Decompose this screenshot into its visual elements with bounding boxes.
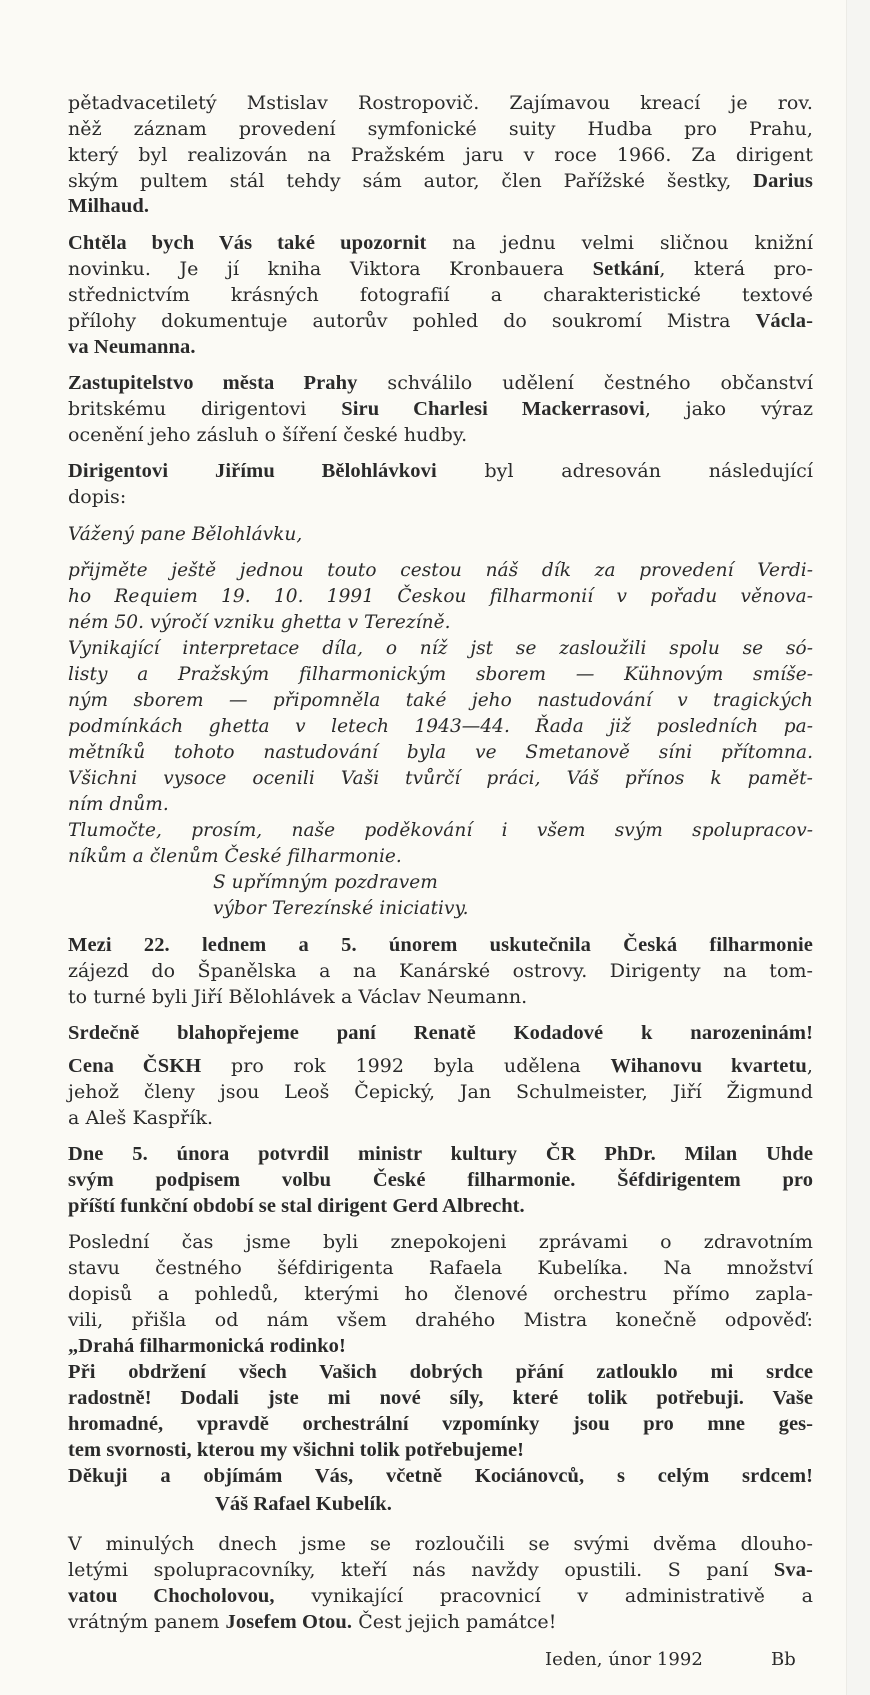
letter-line [68,844,813,870]
bold-text: Dne 5. února potvrdil ministr kultury ČR PhDr. Milan Uhde [68,1143,813,1165]
bold-text: Setkání [592,258,660,280]
letter-line [68,662,813,688]
bold-text: tem svornosti, kterou my všichni tolik potřebujeme! [68,1439,524,1461]
text-line [68,1193,813,1219]
bold-text: Sva- [773,1559,813,1581]
text-line [68,1141,813,1167]
text: stavu čestného šéfdirigenta Rafaela Kubelíka. Na množství [68,1257,813,1279]
text: mětníků tohoto nastudování byla ve Smetanově síni přítomna. [68,742,813,763]
text-line [68,334,813,360]
text: pro rok 1992 byla udělena [201,1055,611,1077]
text: přijměte ještě jednou touto cestou náš dík za provedení Verdi- [68,560,813,581]
letter-line [68,818,813,844]
text: ocenění jeho zásluh o šíření české hudby. [68,424,468,446]
text: Všichni vysoce ocenili Vaši tvůrčí práci, Váš přínos k pamět- [68,768,813,789]
text-line [68,1020,813,1046]
text-line [68,984,813,1010]
bold-text: Josefem Otou. [225,1611,353,1633]
footer-author [771,1647,796,1673]
text: schválilo udělení čestného občanství [357,372,813,394]
text-line [68,1167,813,1193]
text: vrátným panem [68,1611,226,1633]
footer-date [545,1647,703,1673]
text: , jako výraz [644,398,814,420]
text-line [68,1385,813,1411]
letter-line [68,558,813,584]
text: a Aleš Kaspřík. [68,1107,214,1129]
text: S upřímným pozdravem [213,872,438,893]
text: vynikající pracovnicí v administrativě a [274,1585,813,1607]
text-line [68,1531,813,1557]
text-line [68,1411,813,1437]
text-line [68,1609,813,1635]
text: něž záznam provedení symfonické suity Hudba pro Prahu, [68,118,813,140]
text: listy a Pražským filharmonickým sborem — Kühnovým smíše- [68,664,813,685]
bold-text: va Neumanna. [68,336,196,358]
text-line [68,308,813,334]
text: jehož členy jsou Leoš Čepický, Jan Schulmeister, Jiří Žigmund [68,1081,813,1103]
text-line [68,932,813,958]
text-line [68,1359,813,1385]
bold-text: Dirigentovi Jiřímu Bělohlávkovi [68,460,437,482]
text-line [68,282,813,308]
text-line [68,168,813,194]
text-line [68,396,813,422]
text: střednictvím krásných fotografií a charakteristické textové [68,284,813,306]
text-line [68,256,813,282]
text-line [68,484,813,510]
bold-text: Milhaud. [68,195,150,217]
text-line [68,1307,813,1333]
letter-line [68,740,813,766]
text: byl adresován následující [436,460,814,482]
bold-text: Váš Rafael Kubelík. [215,1493,392,1515]
author-initials: Bb [771,1649,796,1670]
bold-text: Srdečně blahopřejeme paní Renatě Kodadové k narozeninám! [68,1022,813,1044]
text: ním dnům. [68,794,169,815]
bold-text: „Drahá filharmonická rodinko! [68,1335,346,1357]
bold-text: radostně! Dodali jste mi nové síly, které tolik potřebuji. Vaše [68,1387,813,1409]
text: který byl realizován na Pražském jaru v roce 1966. Za dirigent [68,144,813,166]
letter-salutation [68,522,813,548]
letter-line [68,636,813,662]
bold-text: Darius [753,170,813,192]
text-line [68,1583,813,1609]
bold-text: hromadné, vpravdě orchestrální vzpomínky jsou pro mne ges- [68,1413,813,1435]
kubelik-signature [215,1491,392,1517]
text-line [68,1333,813,1359]
bold-text: vatou Chocholovou, [68,1585,275,1607]
text: na jednu velmi sličnou knižní [426,232,813,254]
text-line [68,370,813,396]
text: , která pro- [659,258,813,280]
bold-text: Děkuji a objímám Vás, včetně Kociánovců, s celým srdcem! [68,1465,813,1487]
text-line [68,142,813,168]
text: Poslední čas jsme byli znepokojeni zprávami o zdravotním [68,1231,813,1253]
letter-line [68,766,813,792]
text: pětadvacetiletý Mstislav Rostropovič. Zajímavou kreací je rov. [68,92,813,114]
bold-text: Cena ČSKH [68,1055,202,1077]
text-line [68,1557,813,1583]
text: níkům a členům České filharmonie. [68,846,402,867]
bold-text: Václa- [755,310,813,332]
text-line [68,193,813,219]
letter-line [68,688,813,714]
text-line [68,1229,813,1255]
text: , [806,1055,813,1077]
letter-closing [213,870,438,896]
bold-text: Mezi 22. lednem a 5. únorem uskutečnila Česká filharmonie [68,934,813,956]
letter-line [68,584,813,610]
date-text: Ieden, únor 1992 [545,1649,703,1670]
text: letými spolupracovníky, kteří nás navždy opustili. S paní [68,1559,774,1581]
text: přílohy dokumentuje autorův pohled do soukromí Mistra [68,310,756,332]
text: vili, přišla od nám všem drahého Mistra konečně odpověď: [68,1309,813,1331]
text-line [68,90,813,116]
bold-text: Wihanovu kvartetu [610,1055,807,1077]
page-edge [846,0,870,1695]
text-line [68,422,813,448]
letter-line [68,792,813,818]
text: ským pultem stál tehdy sám autor, člen Pařížské šestky, [68,170,754,192]
text: dopisů a pohledů, kterými ho členové orchestru přímo zapla- [68,1283,813,1305]
letter-signature [213,896,469,922]
text: zájezd do Španělska a na Kanárské ostrovy. Dirigenty na tom- [68,960,813,982]
text-line [68,958,813,984]
bold-text: svým podpisem volbu České filharmonie. Šéfdirigentem pro [68,1169,813,1191]
text: podmínkách ghetta v letech 1943—44. Řada již posledních pa- [68,716,813,737]
text-line [68,1463,813,1489]
bold-text: Při obdržení všech Vašich dobrých přání zatlouklo mi srdce [68,1361,813,1383]
text-line [68,1079,813,1105]
text-line [68,1105,813,1131]
text-line [68,1053,813,1079]
text: ným sborem — připomněla také jeho nastudování v tragických [68,690,813,711]
text-line [68,458,813,484]
text: Tlumočte, prosím, naše poděkování i všem svým spolupracov- [68,820,813,841]
text: britskému dirigentovi [68,398,342,420]
text: V minulých dnech jsme se rozloučili se svými dvěma dlouho- [68,1533,813,1555]
letter-line [68,714,813,740]
bold-text: Zastupitelstvo města Prahy [68,372,358,394]
text: výbor Terezínské iniciativy. [213,898,469,919]
text: ném 50. výročí vzniku ghetta v Terezíně. [68,612,451,633]
text: to turné byli Jiří Bělohlávek a Václav Neumann. [68,986,528,1008]
text-line [68,230,813,256]
bold-text: příští funkční období se stal dirigent Gerd Albrecht. [68,1195,525,1217]
bold-text: Chtěla bych Vás také upozornit [68,232,427,254]
text: Vážený pane Bělohlávku, [68,524,303,545]
text: Vynikající interpretace díla, o níž jst se zasloužili spolu se só- [68,638,813,659]
text-line [68,1437,813,1463]
bold-text: Siru Charlesi Mackerrasovi [341,398,645,420]
text: dopis: [68,486,127,508]
text: Čest jejich památce! [352,1611,557,1633]
text-line [68,1255,813,1281]
letter-line [68,610,813,636]
text: novinku. Je jí kniha Viktora Kronbauera [68,258,593,280]
text: ho Requiem 19. 10. 1991 Českou filharmonií v pořadu věnova- [68,586,813,607]
text-line [68,116,813,142]
text-line [68,1281,813,1307]
